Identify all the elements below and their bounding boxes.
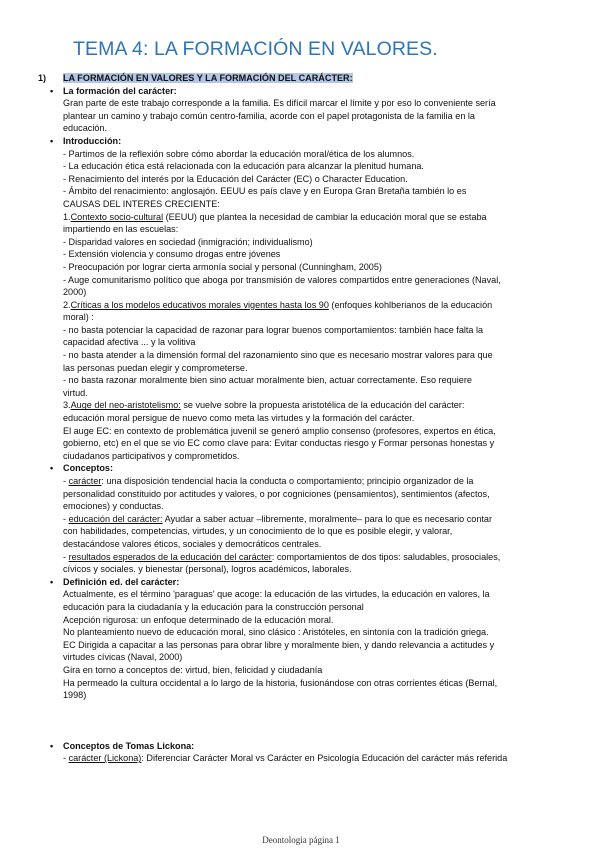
text-line: - no basta razonar moralmente bien sino actuar moralmente bien, actuar correctamente. Eso requiere <box>63 375 472 386</box>
conceptos-heading: Conceptos: <box>63 463 114 474</box>
bullet-introduccion <box>38 135 568 148</box>
concept-label: resultados esperados de la educación del carácter <box>68 551 272 562</box>
introduccion-heading: Introducción: <box>63 135 122 146</box>
text-line: 2000) <box>63 287 87 298</box>
text-line: 1998) <box>63 690 87 701</box>
cause-number: 1. <box>63 211 71 222</box>
concept-label: carácter (Lickona) <box>68 753 142 764</box>
concept-text: Ayudar a saber actuar –libremente, moralmente– para lo que es necesario contar <box>162 513 493 524</box>
text-line: Acepción rigurosa: un enfoque determinado de la educación moral. <box>63 614 334 625</box>
text-line: Gira en torno a conceptos de: virtud, bien, felicidad y ciudadanía <box>63 664 323 675</box>
text-line: Gran parte de este trabajo corresponde a la familia. Es difícil marcar el límite y por eso lo conveniente sería <box>63 98 496 109</box>
bullet-icon: • <box>50 576 54 587</box>
bullet-icon: • <box>50 85 54 96</box>
cause-number: 3. <box>63 400 71 411</box>
bullet-definicion <box>38 576 568 589</box>
cause-label: Contexto socio-cultural <box>70 211 164 222</box>
cause-2 <box>38 299 568 312</box>
text-line: - Preocupación por lograr cierta armonía social y personal (Cunningham, 2005) <box>63 261 382 272</box>
section-title: LA FORMACIÓN EN VALORES Y LA FORMACIÓN DEL CARÁCTER: <box>63 73 353 83</box>
concept-caracter <box>38 475 568 488</box>
cause-text: se vuelve sobre la propuesta aristotélica de la educación del carácter: <box>180 400 465 411</box>
text-line: impartiendo en las escuelas: <box>63 224 179 235</box>
text-line: - Disparidad valores en sociedad (inmigración; individualismo) <box>63 236 313 247</box>
bullet-icon: • <box>50 135 54 146</box>
text-line: capacidad afectiva ... y la volitiva <box>63 337 196 348</box>
spacer <box>38 702 568 740</box>
page-title: TEMA 4: LA FORMACIÓN EN VALORES. <box>73 38 438 60</box>
text-line: destacándose valores éticos, sociales y democráticos centrales. <box>63 538 322 549</box>
concept-resultados <box>38 551 568 564</box>
bullet-icon: • <box>50 463 54 474</box>
text-line: CAUSAS DEL INTERES CRECIENTE: <box>63 198 220 209</box>
bullet-icon: • <box>50 740 54 751</box>
document-body <box>38 72 568 765</box>
text-line: virtud. <box>63 387 88 398</box>
text-line: - Partimos de la reflexión sobre cómo abordar la educación moral/ética de los alumnos. <box>63 148 415 159</box>
cause-text: (EEUU) que plantea la necesidad de cambiar la educación moral que se estaba <box>163 211 487 222</box>
dash: - <box>63 476 69 486</box>
text-line: - Ámbito del renacimiento: anglosajón. EEUU es país clave y en Europa Gran Bretaña también lo es <box>63 186 467 197</box>
page-footer: Deontologia página 1 <box>262 835 340 845</box>
bullet-formacion <box>38 85 568 98</box>
text-line: cívicos y sociales. y bienestar (personal), logros académicos, laborales. <box>63 564 352 575</box>
text-line: - no basta potenciar la capacidad de razonar para lograr buenos comportamientos: también hace falta la <box>63 324 484 335</box>
text-line: ciudadanos participativos y comprometidos. <box>63 450 240 461</box>
text-line: educación moral persigue de nuevo como meta las virtudes y la formación del carácter. <box>63 413 415 424</box>
bullet-lickona <box>38 740 568 753</box>
text-line: - La educación ética está relacionada con la educación para alcanzar la plenitud humana. <box>63 161 424 172</box>
text-line: No planteamiento nuevo de educación moral, sino clásico : Aristóteles, en sintonía con la tradición griega. <box>63 627 489 638</box>
text-line: - Renacimiento del interés por la Educación del Carácter (EC) o Character Education. <box>63 173 408 184</box>
text-line: El auge EC: en contexto de problemática juvenil se generó amplio consenso (profesores, expertos en ética, <box>63 425 496 436</box>
section-number: 1) <box>38 73 47 83</box>
concept-text: : Diferenciar Carácter Moral vs Carácter en Psicología Educación del carácter más referida <box>141 753 508 764</box>
dash: - <box>63 551 69 562</box>
text-line: Actualmente, es el término 'paraguas' que acoge: la educación de las virtudes, la educación en valores, la <box>63 589 490 600</box>
cause-1 <box>38 211 568 224</box>
concept-text: : comportamientos de dos tipos: saludables, prosociales, <box>271 551 501 562</box>
cause-text: (enfoques kohlberianos de la educación <box>328 299 493 310</box>
text-line: - no basta atender a la dimensión formal del razonamiento sino que es necesario mostrar valores para que <box>63 350 493 361</box>
section-heading <box>38 72 568 85</box>
text-line: gobierno, etc) en el que se vio EC como clave para: Evitar conductas riesgo y Formar personas honestas y <box>63 438 495 449</box>
cause-3 <box>38 399 568 412</box>
concept-text: : una disposición tendencial hacia la conducta o comportamiento; principio organizador de la <box>101 476 474 486</box>
text-line: personalidad constituido por actitudes y valores, o por cogniciones (pensamientos), sentimientos (afectos, <box>63 488 490 499</box>
text-line: - Extensión violencia y consumo drogas entre jóvenes <box>63 249 281 260</box>
text-line: Ha permeado la cultura occidental a lo largo de la historia, fusionándose con otras corrientes éticas (Bernal, <box>63 677 498 688</box>
text-line: EC Dirigida a capacitar a las personas para obrar libre y moralmente bien, y dando relevancia a actitudes y <box>63 639 495 650</box>
text-line: educación para la ciudadanía y la educación para la construcción personal <box>63 601 364 612</box>
text-line: moral) : <box>63 312 94 323</box>
text-line: - Auge comunitarismo político que aboga por transmisión de valores compartidos entre generaciones (Naval, <box>63 274 501 285</box>
definicion-heading: Definición ed. del carácter: <box>63 576 180 587</box>
cause-label: Críticas a los modelos educativos morales vigentes hasta los 90 <box>70 299 329 310</box>
dash: - <box>63 513 69 524</box>
lickona-heading: Conceptos de Tomas Lickona: <box>63 740 195 751</box>
text-line: con habilidades, competencias, virtudes, y un conocimiento de lo que es posible elegir, y valorar, <box>63 526 453 537</box>
text-line: virtudes cívicas (Naval, 2000) <box>63 652 183 663</box>
concept-label: carácter <box>68 476 102 486</box>
concept-lickona <box>38 752 568 765</box>
text-line: emociones) y conductas. <box>63 501 164 512</box>
text-line: educación. <box>63 123 107 134</box>
dash: - <box>63 753 69 764</box>
bullet-conceptos <box>38 462 568 475</box>
concept-educacion <box>38 513 568 526</box>
text-line: plantear un camino y trabajo común centro-familia, acorde con el papel protagonista de la familia en la <box>63 110 475 121</box>
concept-label: educación del carácter: <box>68 513 163 524</box>
text-line: las personas puedan elegir y comprometerse. <box>63 362 248 373</box>
formacion-heading: La formación del carácter: <box>63 85 177 96</box>
cause-label: Auge del neo-aristotelismo: <box>70 400 181 411</box>
cause-number: 2. <box>63 299 71 310</box>
